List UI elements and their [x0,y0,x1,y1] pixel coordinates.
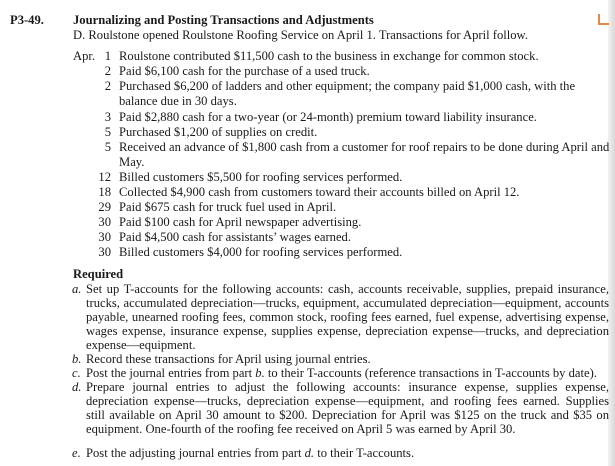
required-heading: Required [73,267,124,281]
transaction-day: 29 [98,200,111,214]
item-text: Post the journal entries from part b. to their T-accounts (reference transactions in T-accounts by date). [86,366,597,380]
transaction-text: Paid $4,500 cash for assistants’ wages earned. [119,230,351,244]
transaction-text: Purchased $1,200 of supplies on credit. [119,125,318,139]
transaction-text: Paid $100 cash for April newspaper advertising. [119,215,362,229]
transaction-day: 2 [104,79,111,93]
problem-title: Journalizing and Posting Transactions and Adjustments [73,13,374,27]
transaction-day: 30 [98,245,111,259]
transaction-day: 2 [104,64,111,78]
transaction-text: Received an advance of $1,800 cash from a customer for roof repairs to be done during April and May. [119,140,610,169]
item-text: Prepare journal entries to adjust the following accounts: insurance expense, supplies expense, depreciation expense—trucks, depreciation expense—equipment, and roofing fees earned. Supplies still available on April 30 amount to $200. Depreciation for April was $125 on the truck and $35 on equipment. One-fourth of the roofing fee received on April 5 was earned by April 30. [86,380,609,437]
transaction-text: Paid $6,100 cash for the purchase of a used truck. [119,64,370,78]
item-text: Record these transactions for April using journal entries. [86,352,371,366]
transaction-text: Paid $2,880 cash for a two-year (or 24-month) premium toward liability insurance. [119,110,537,124]
item-text: Set up T-accounts for the following accounts: cash, accounts receivable, supplies, prepaid insurance, trucks, accumulated depreciation—trucks, equipment, accumulated depreciation—equipment, accounts payable, unearned roofing fees, common stock, roofing fees earned, fuel expense, advertising expense, wages expense, insurance expense, supplies expense, depreciation expense—trucks, and depreciation expense—equipment. [86,282,609,353]
transaction-text: Purchased $6,200 of ladders and other equipment; the company paid $1,000 cash, with the balance due in 30 days. [119,79,576,108]
transaction-day: 12 [98,170,111,184]
part-reference: b. [255,366,265,380]
transaction-text: Paid $675 cash for truck fuel used in April. [119,200,337,214]
item-text: Post the adjusting journal entries from part d. to their T-accounts. [86,446,415,460]
item-letter: b. [72,352,82,366]
item-letter: c. [72,366,81,380]
item-letter: d. [72,380,82,394]
transaction-day: 30 [98,215,111,229]
transaction-day: 30 [98,230,111,244]
transaction-day: 1 [104,49,111,63]
transaction-day: 18 [98,185,111,199]
transaction-text: Roulstone contributed $11,500 cash to the business in exchange for common stock. [119,49,539,63]
item-letter: e. [72,446,81,460]
transaction-day: 5 [104,125,111,139]
transaction-day: 3 [104,110,111,124]
page-corner-mark [598,14,609,25]
part-reference: d. [304,446,315,460]
problem-number: P3-49. [10,13,44,27]
transaction-text: Billed customers $5,500 for roofing services performed. [119,170,403,184]
item-letter: a. [72,282,82,296]
transaction-day: 5 [104,140,111,154]
transaction-month: Apr. [73,49,96,63]
transaction-text: Billed customers $4,000 for roofing services performed. [119,245,403,259]
problem-intro: D. Roulstone opened Roulstone Roofing Service on April 1. Transactions for April follow. [73,28,528,42]
transaction-text: Collected $4,900 cash from customers toward their accounts billed on April 12. [119,185,520,199]
